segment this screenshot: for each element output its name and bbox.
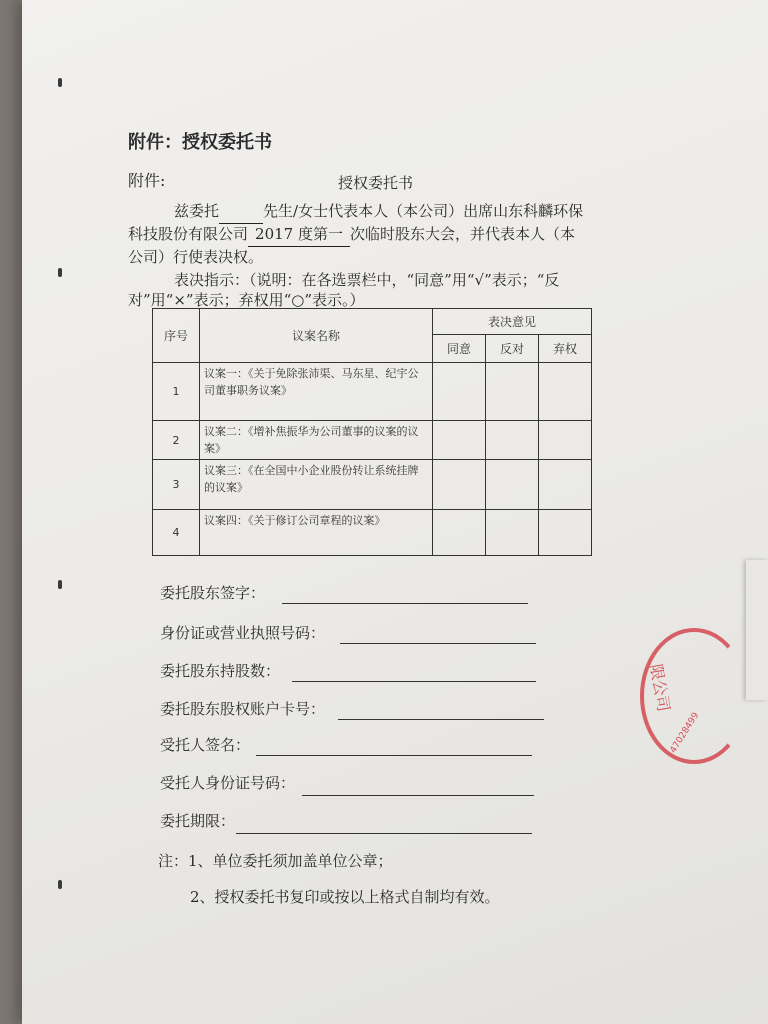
shareholder-signature-line[interactable] bbox=[282, 603, 528, 604]
vote-cell-abstain[interactable] bbox=[539, 510, 592, 556]
col-header-abstain: 弃权 bbox=[539, 335, 592, 363]
proxy-signature-line[interactable] bbox=[256, 755, 532, 756]
form-title: 授权委托书 bbox=[338, 174, 414, 192]
vote-cell-agree[interactable] bbox=[433, 363, 486, 421]
row-number: 2 bbox=[153, 421, 200, 460]
vote-cell-abstain[interactable] bbox=[539, 460, 592, 510]
name-blank bbox=[219, 200, 263, 224]
label-equity-account-number: 委托股东股权账户卡号： bbox=[160, 700, 326, 718]
meeting-year-fill: 2017 度第一 bbox=[248, 223, 350, 247]
table-row bbox=[153, 421, 592, 460]
row-motion-name: 议案一：《关于免除张沛渠、马东星、纪宇公司董事职务议案》 bbox=[200, 363, 433, 421]
body-line-5: 对”用“×”表示；弃权用“○”表示。） bbox=[128, 291, 365, 309]
body-text: 兹委托 bbox=[174, 202, 220, 220]
row-number: 4 bbox=[153, 510, 200, 556]
binding-hole bbox=[58, 580, 62, 589]
label-id-license-number: 身份证或营业执照号码： bbox=[160, 624, 326, 642]
vote-cell-abstain[interactable] bbox=[539, 363, 592, 421]
vote-cell-oppose[interactable] bbox=[486, 363, 539, 421]
body-line-2 bbox=[128, 223, 575, 247]
seal-number: 47028499 bbox=[668, 710, 702, 756]
col-header-agree: 同意 bbox=[433, 335, 486, 363]
body-text: 次临时股东大会，并代表本人（本 bbox=[350, 225, 576, 243]
label-share-count: 委托股东持股数： bbox=[160, 662, 281, 680]
col-header-oppose: 反对 bbox=[486, 335, 539, 363]
body-line-1 bbox=[174, 200, 583, 224]
body-line-4: 表决指示：（说明：在各选票栏中，“同意”用“√”表示；“反 bbox=[174, 271, 560, 289]
table-row bbox=[153, 510, 592, 556]
vote-cell-oppose[interactable] bbox=[486, 510, 539, 556]
id-license-number-line[interactable] bbox=[340, 643, 536, 644]
label-proxy-signature: 受托人签名： bbox=[160, 736, 251, 754]
attachment-heading: 附件：授权委托书 bbox=[128, 132, 272, 153]
binding-hole bbox=[58, 268, 62, 277]
vote-cell-oppose[interactable] bbox=[486, 460, 539, 510]
proxy-term-line[interactable] bbox=[236, 833, 532, 834]
share-count-line[interactable] bbox=[292, 681, 536, 682]
row-number: 3 bbox=[153, 460, 200, 510]
label-proxy-term: 委托期限： bbox=[160, 812, 236, 830]
note-2: 2、授权委托书复印或按以上格式自制均有效。 bbox=[190, 888, 500, 906]
body-text: 先生/女士代表本人（本公司）出席山东科麟环保 bbox=[263, 202, 584, 220]
vote-cell-agree[interactable] bbox=[433, 510, 486, 556]
attachment-label: 附件: bbox=[128, 171, 166, 190]
seal-text: 限公司 bbox=[646, 662, 674, 714]
binding-hole bbox=[58, 880, 62, 889]
vote-cell-agree[interactable] bbox=[433, 460, 486, 510]
voting-table bbox=[152, 308, 592, 556]
equity-account-number-line[interactable] bbox=[338, 719, 544, 720]
col-header-opinion: 表决意见 bbox=[433, 309, 592, 335]
col-header-name: 议案名称 bbox=[200, 309, 433, 363]
row-motion-name: 议案三：《在全国中小企业股份转让系统挂牌的议案》 bbox=[200, 460, 433, 510]
note-1: 注：1、单位委托须加盖单位公章； bbox=[158, 852, 393, 870]
body-line-3: 公司）行使表决权。 bbox=[128, 248, 264, 266]
vote-cell-abstain[interactable] bbox=[539, 421, 592, 460]
table-row bbox=[153, 460, 592, 510]
col-header-number: 序号 bbox=[153, 309, 200, 363]
table-row bbox=[153, 363, 592, 421]
proxy-id-number-line[interactable] bbox=[302, 795, 534, 796]
body-text: 科技股份有限公司 bbox=[128, 225, 249, 243]
vote-cell-agree[interactable] bbox=[433, 421, 486, 460]
background-sheet bbox=[746, 560, 768, 700]
row-motion-name: 议案四：《关于修订公司章程的议案》 bbox=[200, 510, 433, 556]
row-number: 1 bbox=[153, 363, 200, 421]
row-motion-name: 议案二：《增补焦振华为公司董事的议案的议案》 bbox=[200, 421, 433, 460]
binding-hole bbox=[58, 78, 62, 87]
label-proxy-id-number: 受托人身份证号码： bbox=[160, 774, 296, 792]
label-shareholder-signature: 委托股东签字： bbox=[160, 584, 266, 602]
vote-cell-oppose[interactable] bbox=[486, 421, 539, 460]
